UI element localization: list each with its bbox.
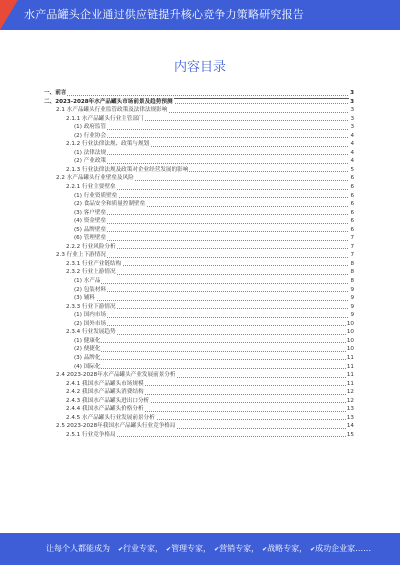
toc-entry-title: 2.4.3 我国水产品罐头进出口分析	[66, 397, 150, 404]
toc-entry-page: 3	[350, 124, 354, 131]
toc-entry[interactable]	[44, 260, 354, 269]
toc-entry[interactable]	[44, 98, 354, 107]
toc-entry-title: (3) 辅料	[74, 295, 95, 302]
toc-entry[interactable]	[44, 226, 354, 235]
toc-entry-page: 11	[346, 372, 354, 379]
toc-entry-title: 2.1.3 行业法律法规及政策对企业经营发展的影响	[66, 166, 189, 173]
toc-entry[interactable]	[44, 106, 354, 115]
toc-entry-title: 2.4 2023-2028年水产品罐头产业发展前景分析	[56, 372, 176, 379]
toc-dot-leader	[76, 163, 348, 164]
footer-slogan: 让每个人都能成为	[46, 544, 110, 553]
toc-entry[interactable]	[44, 345, 354, 354]
toc-entry-page: 8	[350, 260, 354, 267]
toc-entry-page: 8	[350, 269, 354, 276]
toc-entry[interactable]	[44, 303, 354, 312]
toc-entry[interactable]	[44, 157, 354, 166]
footer-role: ✔ 战略专家，	[262, 544, 307, 553]
toc-entry-title: (4) 国际化	[74, 363, 101, 370]
toc-entry-title: 2.3.2 行业上游情况	[66, 269, 116, 276]
toc-entry[interactable]	[44, 234, 354, 243]
toc-entry-page: 9	[350, 295, 354, 302]
toc-entry-title: 2.1 水产品罐头行业监管政策及法律法规影响	[56, 107, 168, 114]
toc-entry-title: 2.4.4 我国水产品罐头价格分析	[66, 406, 144, 413]
footer-role: ✔ 成功企业家……	[310, 544, 371, 553]
toc-entry-title: 2.3 行业上下游情况	[56, 252, 106, 259]
toc-entry-title: 2.4.5 水产品罐头行业发展前景分析	[66, 414, 155, 421]
toc-entry-page: 9	[350, 303, 354, 310]
toc-entry[interactable]	[44, 397, 354, 406]
toc-dot-leader	[76, 283, 348, 284]
toc-dot-leader	[76, 240, 348, 241]
toc-entry[interactable]	[44, 405, 354, 414]
toc-entry-page: 4	[350, 141, 354, 148]
toc-entry-page: 6	[350, 201, 354, 208]
toc-entry-page: 10	[346, 329, 354, 336]
toc-entry-page: 14	[346, 423, 354, 430]
toc-entry[interactable]	[44, 132, 354, 141]
toc-entry-title: (2) 便捷化	[74, 346, 101, 353]
toc-entry-title: 2.5.1 行业竞争格局	[66, 431, 116, 438]
toc-dot-leader	[76, 129, 348, 130]
toc-entry-page: 4	[350, 158, 354, 165]
toc-entry-page: 13	[346, 406, 354, 413]
toc-entry-page: 9	[350, 286, 354, 293]
toc-entry-title: 2.2 水产品罐头行业壁垒及风险	[56, 175, 134, 182]
toc-entry[interactable]	[44, 149, 354, 158]
toc-entry[interactable]	[44, 354, 354, 363]
toc-entry-title: (2) 国外市场	[74, 320, 107, 327]
toc-entry[interactable]	[44, 422, 354, 431]
toc-dot-leader	[76, 154, 348, 155]
toc-entry-page: 7	[350, 252, 354, 259]
toc-dot-leader	[76, 300, 348, 301]
table-of-contents	[44, 89, 354, 439]
toc-entry-title: (2) 产业政策	[74, 158, 107, 165]
toc-entry-page: 6	[350, 192, 354, 199]
toc-entry-page: 12	[346, 397, 354, 404]
toc-entry-title: (1) 水产品	[74, 278, 101, 285]
toc-dot-leader	[76, 325, 348, 326]
toc-entry-title: (1) 健康化	[74, 337, 101, 344]
toc-entry[interactable]	[44, 115, 354, 124]
toc-entry-page: 10	[346, 320, 354, 327]
page-header	[0, 0, 400, 30]
toc-dot-leader	[76, 351, 348, 352]
toc-entry[interactable]	[44, 414, 354, 423]
toc-entry-page: 13	[346, 414, 354, 421]
toc-entry-page: 4	[350, 132, 354, 139]
footer-role: ✔ 管理专家，	[166, 544, 211, 553]
toc-entry[interactable]	[44, 337, 354, 346]
toc-entry-page: 9	[350, 312, 354, 319]
toc-entry-title: (3) 品牌化	[74, 354, 101, 361]
toc-entry-page: 5	[350, 166, 354, 173]
toc-entry[interactable]	[44, 183, 354, 192]
toc-entry-title: 2.3.1 行业产业链结构	[66, 260, 122, 267]
toc-dot-leader	[76, 231, 348, 232]
toc-dot-leader	[76, 368, 348, 369]
toc-entry[interactable]	[44, 294, 354, 303]
toc-entry-page: 3	[350, 107, 354, 114]
toc-entry-title: (1) 法律法规	[74, 149, 107, 156]
toc-entry[interactable]	[44, 140, 354, 149]
toc-entry-page: 11	[346, 354, 354, 361]
report-title: 水产品罐头企业通过供应链提升核心竞争力策略研究报告	[24, 8, 304, 21]
toc-entry[interactable]	[44, 380, 354, 389]
toc-entry[interactable]	[44, 388, 354, 397]
toc-entry-page: 6	[350, 184, 354, 191]
toc-dot-leader	[76, 317, 348, 318]
toc-entry-page: 11	[346, 380, 354, 387]
toc-entry[interactable]	[44, 123, 354, 132]
toc-entry-page: 12	[346, 389, 354, 396]
header-accent-triangle	[0, 0, 18, 30]
toc-entry-title: (2) 包装材料	[74, 286, 107, 293]
toc-dot-leader	[76, 359, 348, 360]
toc-entry[interactable]	[44, 89, 354, 98]
toc-entry-page: 8	[350, 278, 354, 285]
toc-entry-title: (1) 国内市场	[74, 312, 107, 319]
toc-entry-title: 2.4.1 我国水产品罐头市场规模	[66, 380, 144, 387]
toc-entry-title: 2.1.2 行业法律法规、政策与规划	[66, 141, 150, 148]
toc-entry-page: 6	[350, 209, 354, 216]
toc-entry-title: 二、2023-2028年水产品罐头市场前景及趋势预测	[44, 98, 173, 105]
toc-entry[interactable]	[44, 286, 354, 295]
toc-entry-title: 2.2.2 行业风险分析	[66, 243, 116, 250]
toc-entry[interactable]	[44, 166, 354, 175]
toc-dot-leader	[76, 214, 348, 215]
toc-entry-page: 4	[350, 149, 354, 156]
toc-entry[interactable]	[44, 320, 354, 329]
toc-entry-page: 3	[350, 90, 354, 96]
toc-entry-title: (2) 食品安全和质量控制壁垒	[74, 201, 146, 208]
toc-entry-title: (5) 品牌壁垒	[74, 226, 107, 233]
toc-entry-page: 15	[346, 431, 354, 438]
toc-entry-page: 7	[350, 235, 354, 242]
toc-entry-title: (1) 政府监管	[74, 124, 107, 131]
toc-entry-title: 2.5 2023-2028年我国水产品罐头行业竞争格局	[56, 423, 176, 430]
toc-dot-leader	[76, 342, 348, 343]
toc-entry-title: 2.2.1 行业主要壁垒	[66, 184, 116, 191]
toc-entry-page: 11	[346, 363, 354, 370]
toc-entry-title: (2) 行业协会	[74, 132, 107, 139]
toc-entry[interactable]	[44, 243, 354, 252]
toc-entry-title: 2.4.2 我国水产品罐头消费结构	[66, 389, 144, 396]
toc-entry-title: (1) 行业资质壁垒	[74, 192, 118, 199]
toc-entry[interactable]	[44, 363, 354, 372]
toc-entry[interactable]	[44, 431, 354, 440]
toc-dot-leader	[76, 223, 348, 224]
toc-entry-page: 6	[350, 218, 354, 225]
footer-role-list	[118, 533, 374, 565]
toc-entry-page: 7	[350, 243, 354, 250]
toc-dot-leader	[76, 137, 348, 138]
toc-entry[interactable]	[44, 174, 354, 183]
toc-entry-page: 6	[350, 175, 354, 182]
toc-dot-leader	[46, 95, 348, 96]
toc-entry-title: 一、前言	[44, 90, 67, 96]
toc-entry[interactable]	[44, 277, 354, 286]
toc-entry[interactable]	[44, 268, 354, 277]
toc-entry-title: 2.3.4 行业发展趋势	[66, 329, 116, 336]
toc-entry-title: 2.1.1 水产品罐头行业主管部门	[66, 115, 144, 122]
toc-entry-page: 10	[346, 337, 354, 344]
toc-heading: 内容目录	[173, 60, 226, 75]
footer-role: ✔ 行业专家，	[118, 544, 163, 553]
toc-dot-leader	[76, 291, 348, 292]
toc-entry[interactable]	[44, 311, 354, 320]
toc-entry-title: (4) 资金壁垒	[74, 218, 107, 225]
toc-entry-title: 2.3.3 行业下游情况	[66, 303, 116, 310]
toc-entry-page: 3	[350, 98, 354, 105]
toc-entry[interactable]	[44, 328, 354, 337]
toc-entry-title: (3) 客户壁垒	[74, 209, 107, 216]
toc-entry[interactable]	[44, 209, 354, 218]
toc-entry-page: 3	[350, 115, 354, 122]
toc-entry-title: (6) 管理壁垒	[74, 235, 107, 242]
toc-entry[interactable]	[44, 192, 354, 201]
toc-entry[interactable]	[44, 251, 354, 260]
toc-entry[interactable]	[44, 217, 354, 226]
toc-entry-page: 6	[350, 226, 354, 233]
page-footer	[0, 533, 400, 565]
toc-entry-page: 10	[346, 346, 354, 353]
toc-entry[interactable]	[44, 371, 354, 380]
toc-entry[interactable]	[44, 200, 354, 209]
footer-role: ✔ 营销专家，	[214, 544, 259, 553]
